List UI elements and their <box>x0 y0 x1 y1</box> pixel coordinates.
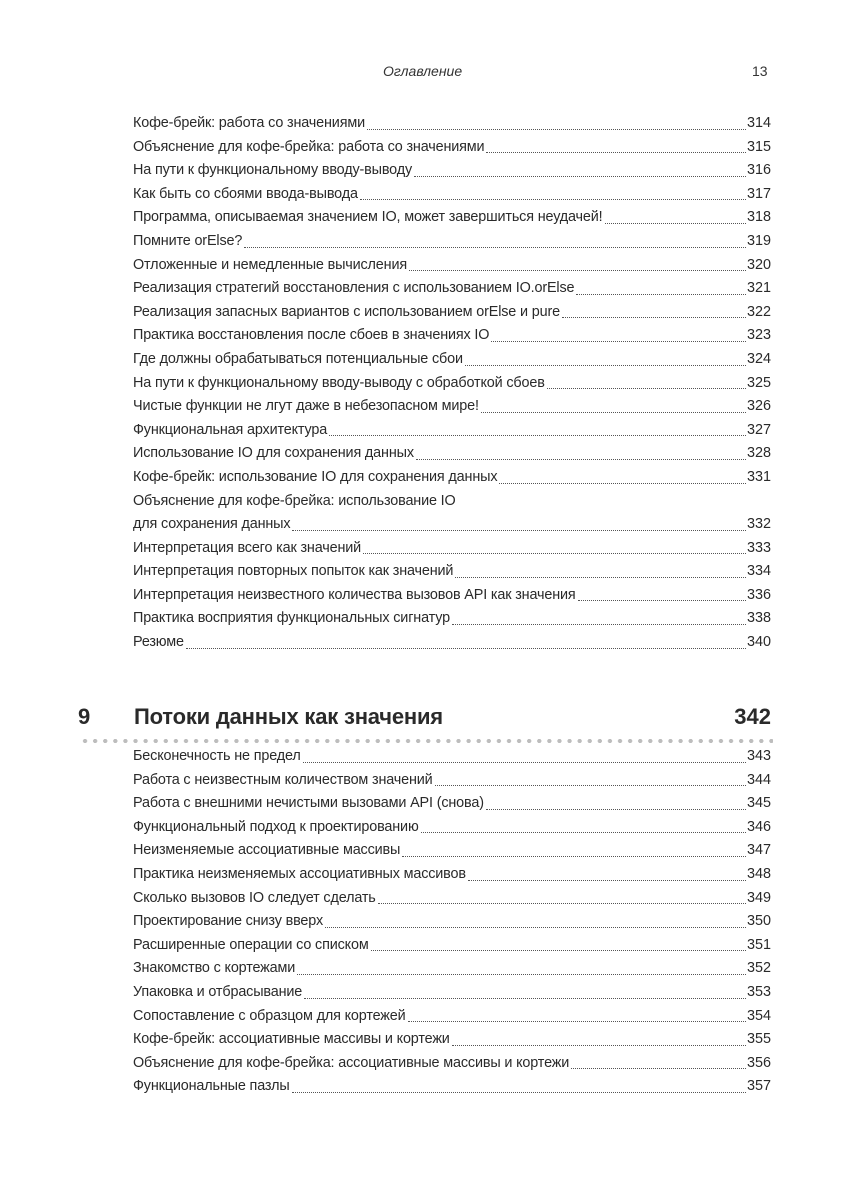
dot-leader <box>304 997 746 999</box>
entry-page: 325 <box>746 374 771 391</box>
entry-page: 357 <box>746 1078 771 1095</box>
entry-title: Интерпретация всего как значений <box>133 539 362 556</box>
entry-title: Как быть со сбоями ввода-вывода <box>133 185 358 202</box>
toc-entry[interactable] <box>133 442 771 466</box>
entry-title: Сколько вызовов IO следует сделать <box>133 889 376 906</box>
dot-leader <box>297 973 746 975</box>
dot-leader <box>329 434 746 436</box>
toc-entry[interactable] <box>133 466 771 490</box>
dot-leader <box>421 831 746 833</box>
entry-title: Практика восстановления после сбоев в значениях IO <box>133 327 490 344</box>
toc-entry[interactable] <box>133 183 771 207</box>
toc-entry[interactable] <box>133 112 771 136</box>
entry-title: Использование IO для сохранения данных <box>133 445 414 462</box>
toc-entry[interactable] <box>133 584 771 608</box>
entry-page: 356 <box>746 1054 771 1071</box>
dot-leader <box>416 458 746 460</box>
entry-title: Работа с неизвестным количеством значений <box>133 771 433 788</box>
entry-page: 354 <box>746 1007 771 1024</box>
entry-title: Неизменяемые ассоциативные массивы <box>133 842 401 859</box>
dot-leader <box>244 246 746 248</box>
dot-leader <box>408 1020 746 1022</box>
entry-page: 323 <box>746 327 771 344</box>
dot-leader <box>486 808 746 810</box>
dot-leader <box>367 128 746 130</box>
entry-page: 324 <box>746 350 771 367</box>
dot-leader <box>292 1091 746 1093</box>
toc-entry[interactable] <box>133 1075 771 1099</box>
entry-page: 320 <box>746 256 771 273</box>
entry-title-line1: Объяснение для кофе-брейка: использование IO <box>133 492 456 509</box>
toc-entry[interactable] <box>133 254 771 278</box>
entry-page: 349 <box>746 889 771 906</box>
entry-page: 326 <box>746 398 771 415</box>
entry-title: Знакомство с кортежами <box>133 960 296 977</box>
dot-leader <box>325 926 746 928</box>
entry-title: Расширенные операции со списком <box>133 936 369 953</box>
dot-leader <box>499 482 746 484</box>
entry-title: Работа с внешними нечистыми вызовами API (снова) <box>133 795 484 812</box>
entry-title: На пути к функциональному вводу-выводу <box>133 162 412 179</box>
running-title: Оглавление <box>383 63 463 79</box>
entry-page: 319 <box>746 232 771 249</box>
toc-list-previous-chapter <box>133 112 771 655</box>
entry-title: Функциональный подход к проектированию <box>133 818 419 835</box>
running-head <box>0 63 849 83</box>
dot-leader <box>455 576 746 578</box>
dot-leader <box>402 855 746 857</box>
entry-page: 352 <box>746 960 771 977</box>
entry-title: Кофе-брейк: использование IO для сохранения данных <box>133 468 498 485</box>
entry-page: 321 <box>746 280 771 297</box>
entry-page: 331 <box>746 468 771 485</box>
entry-title: Отложенные и немедленные вычисления <box>133 256 407 273</box>
entry-title: Бесконечность не предел <box>133 748 301 764</box>
toc-entry[interactable] <box>133 419 771 443</box>
entry-page: 347 <box>746 842 771 859</box>
toc-entry[interactable] <box>133 981 771 1005</box>
dot-leader <box>578 599 746 601</box>
dot-leader <box>468 879 746 881</box>
dot-leader <box>576 293 746 295</box>
entry-title-line2: для сохранения данных <box>133 516 291 533</box>
toc-entry[interactable] <box>133 372 771 396</box>
dot-leader <box>292 529 746 531</box>
entry-page: 314 <box>746 115 771 131</box>
toc-entry[interactable] <box>133 159 771 183</box>
entry-title: Кофе-брейк: ассоциативные массивы и кортежи <box>133 1031 450 1048</box>
entry-page: 338 <box>746 610 771 627</box>
entry-title: Резюме <box>133 634 184 651</box>
dot-leader <box>491 340 746 342</box>
toc-entry[interactable] <box>133 863 771 887</box>
entry-title: Проектирование снизу вверх <box>133 913 324 930</box>
page-number: 13 <box>752 63 768 79</box>
entry-title: Кофе-брейк: работа со значениями <box>133 115 365 131</box>
entry-title: Чистые функции не лгут даже в небезопасном мире! <box>133 398 479 415</box>
toc-entry[interactable] <box>133 301 771 325</box>
entry-title: Объяснение для кофе-брейка: работа со значениями <box>133 138 485 155</box>
entry-title: Где должны обрабатываться потенциальные сбои <box>133 350 463 367</box>
entry-title: Сопоставление с образцом для кортежей <box>133 1007 406 1024</box>
toc-entry[interactable] <box>133 887 771 911</box>
dot-leader <box>486 151 746 153</box>
entry-title: Упаковка и отбрасывание <box>133 983 303 1000</box>
dot-leader <box>414 175 746 177</box>
entry-page: 346 <box>746 818 771 835</box>
toc-entry[interactable] <box>133 348 771 372</box>
entry-page: 316 <box>746 162 771 179</box>
dot-leader <box>378 902 746 904</box>
entry-page: 340 <box>746 634 771 651</box>
toc-entry[interactable] <box>133 1052 771 1076</box>
entry-page: 345 <box>746 795 771 812</box>
dot-leader <box>435 784 746 786</box>
dot-leader <box>303 761 746 763</box>
entry-title: Объяснение для кофе-брейка: ассоциативные массивы и кортежи <box>133 1054 570 1071</box>
toc-entry[interactable] <box>133 631 771 655</box>
entry-title: Помните orElse? <box>133 232 243 249</box>
toc-entry[interactable] <box>133 277 771 301</box>
toc-entry[interactable] <box>133 1028 771 1052</box>
entry-page: 328 <box>746 445 771 462</box>
dot-leader <box>571 1067 746 1069</box>
entry-page: 351 <box>746 936 771 953</box>
entry-title: На пути к функциональному вводу-выводу с обработкой сбоев <box>133 374 545 391</box>
toc-entry[interactable] <box>133 607 771 631</box>
entry-title: Интерпретация повторных попыток как значений <box>133 563 454 580</box>
entry-page: 318 <box>746 209 771 226</box>
toc-entry[interactable] <box>133 1005 771 1029</box>
entry-page: 344 <box>746 771 771 788</box>
toc-entry[interactable] <box>133 957 771 981</box>
entry-page: 348 <box>746 865 771 882</box>
dot-leader <box>409 269 746 271</box>
toc-entry[interactable] <box>133 324 771 348</box>
dot-leader <box>371 949 746 951</box>
dot-leader <box>363 552 746 554</box>
entry-page: 332 <box>746 516 771 533</box>
entry-title: Функциональная архитектура <box>133 421 328 438</box>
chapter-title: Потоки данных как значения <box>134 704 443 729</box>
entry-page: 343 <box>746 748 771 764</box>
entry-page: 350 <box>746 913 771 930</box>
toc-list-chapter-9 <box>133 745 771 1099</box>
toc-entry[interactable] <box>133 910 771 934</box>
entry-page: 336 <box>746 586 771 603</box>
toc-entry[interactable] <box>133 560 771 584</box>
dot-leader <box>452 623 746 625</box>
entry-title: Практика неизменяемых ассоциативных массивов <box>133 865 466 882</box>
entry-page: 355 <box>746 1031 771 1048</box>
dot-leader <box>562 316 746 318</box>
toc-entry[interactable] <box>133 934 771 958</box>
chapter-number: 9 <box>78 704 91 729</box>
entry-page: 315 <box>746 138 771 155</box>
toc-entry[interactable] <box>133 816 771 840</box>
dot-leader <box>547 387 746 389</box>
entry-page: 317 <box>746 185 771 202</box>
dot-leader <box>360 198 746 200</box>
toc-entry[interactable] <box>133 230 771 254</box>
entry-page: 353 <box>746 983 771 1000</box>
entry-title: Интерпретация неизвестного количества вызовов API как значения <box>133 586 576 603</box>
entry-page: 322 <box>746 303 771 320</box>
toc-entry[interactable] <box>133 769 771 793</box>
toc-entry[interactable] <box>133 136 771 160</box>
toc-entry[interactable] <box>133 490 771 537</box>
chapter-page: 342 <box>734 704 771 729</box>
entry-page: 333 <box>746 539 771 556</box>
dot-leader <box>186 647 746 649</box>
toc-entry[interactable] <box>133 745 771 769</box>
toc-entry[interactable] <box>133 537 771 561</box>
entry-title: Программа, описываемая значением IO, может завершиться неудачей! <box>133 209 603 226</box>
toc-entry[interactable] <box>133 395 771 419</box>
toc-entry[interactable] <box>133 206 771 230</box>
dot-leader <box>605 222 746 224</box>
entry-title: Реализация стратегий восстановления с использованием IO.orElse <box>133 280 575 297</box>
dot-leader <box>481 411 746 413</box>
toc-entry[interactable] <box>133 792 771 816</box>
entry-page: 327 <box>746 421 771 438</box>
chapter-heading[interactable] <box>78 704 771 734</box>
dot-leader <box>465 364 746 366</box>
dot-leader <box>452 1044 746 1046</box>
entry-title: Практика восприятия функциональных сигнатур <box>133 610 450 627</box>
toc-entry[interactable] <box>133 839 771 863</box>
dotted-divider <box>80 738 773 744</box>
entry-title: Реализация запасных вариантов с использованием orElse и pure <box>133 303 560 320</box>
entry-title: Функциональные пазлы <box>133 1078 290 1095</box>
entry-page: 334 <box>746 563 771 580</box>
